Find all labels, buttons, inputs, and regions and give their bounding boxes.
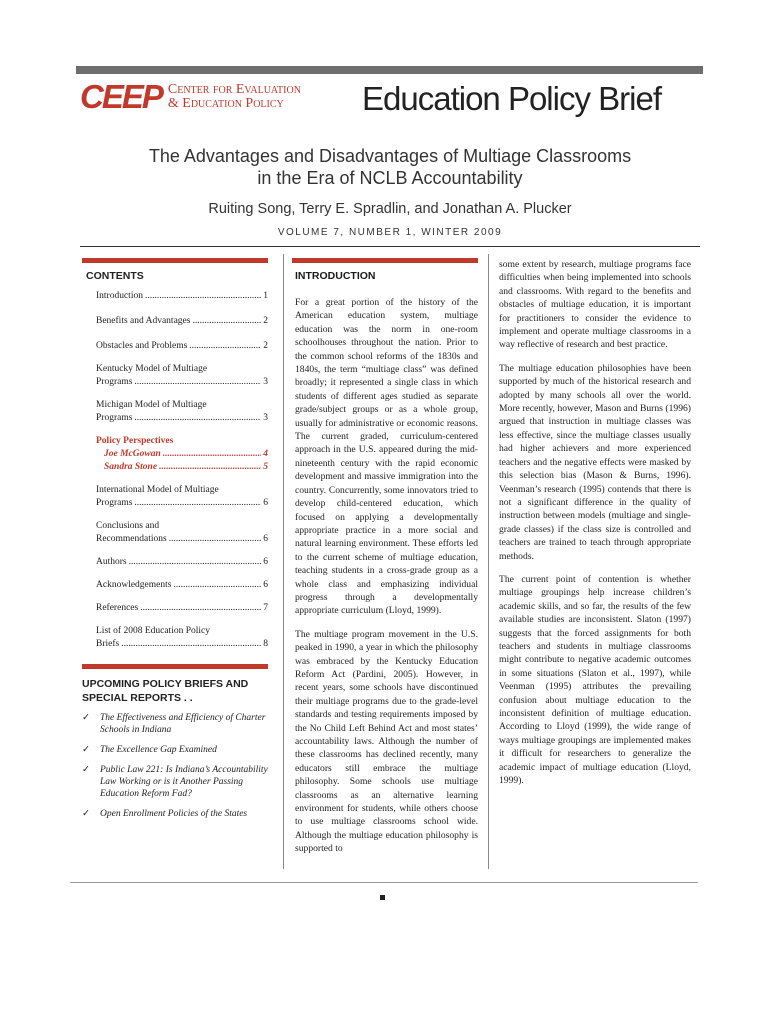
contents-red-bar	[82, 258, 268, 263]
toc-briefs-line1: List of 2008 Education Policy	[96, 626, 210, 636]
logo-line1: Center for Evaluation	[167, 81, 301, 97]
toc-item-briefs[interactable]: Briefs ..... 8	[96, 638, 268, 651]
column-divider-left	[283, 254, 284, 869]
toc-item-introduction[interactable]: Introduction ..... 1	[96, 290, 268, 303]
toc-kentucky-line1: Kentucky Model of Multiage	[96, 364, 208, 374]
intro-column-right	[499, 258, 691, 797]
checkmark-icon: ✓	[82, 765, 90, 775]
list-item: ✓ Open Enrollment Policies of the States	[82, 809, 248, 819]
toc-item-kentucky[interactable]: Programs ..... 3	[96, 376, 268, 389]
upcoming-list	[82, 712, 272, 828]
toc-item-references[interactable]: References ..... 7	[96, 602, 268, 615]
checkmark-icon: ✓	[82, 809, 90, 819]
toc-item-michigan[interactable]: Programs ..... 3	[96, 412, 268, 425]
intro-paragraph-5: The current point of contention is whether multiage groupings help increase children’s academic skills, and so far, the results of the few available studies are inconsistent. Slaton (1997) suggests that the forced assignments for both teachers and students in multiage classrooms might contribute to negative academic outcomes in some situations (Slaton et al., 1997), while Veenman (1995) attributes the prevailing confusion about multiage education to the inconsistent definition of multiage education. According to Lloyd (1999), the wide range of ways multiage groupings are implemented makes it difficult for researchers to generalize the academic impact of multiage education (Lloyd, 1999).	[499, 573, 691, 787]
column-divider-right	[488, 254, 489, 869]
logo-line2: & Education Policy	[167, 95, 284, 111]
intro-paragraph-2: The multiage program movement in the U.S. peaked in 1990, a year in which the philosophy was embraced by the Kentucky Education Reform Act (Pardini, 2005). However, in recent years, some schools have discontinued their multiage programs due to the grade-level standards and testing requirements imposed by the No Child Left Behind Act and most states’ accountability laws. Although the number of these classrooms has declined recently, many educators still embrace the multiage philosophy. Some schools use multiage classrooms as an alternative learning environment for students, while others choose to use multiage classrooms school wide. Although the multiage education philosophy is supported to	[295, 628, 478, 855]
contents-heading: CONTENTS	[86, 270, 144, 282]
top-rule	[76, 66, 703, 74]
header-divider	[80, 246, 700, 247]
document-title	[80, 145, 700, 189]
footer-rule	[70, 882, 698, 883]
intro-red-bar	[292, 258, 478, 263]
toc-item-benefits[interactable]: Benefits and Advantages ..... 2	[96, 315, 268, 328]
ceep-logo	[80, 80, 301, 113]
upcoming-red-bar	[82, 664, 268, 669]
list-item: ✓ Public Law 221: Is Indiana’s Accountability Law Working or is it Another Passing Education Reform Fad?	[82, 765, 268, 799]
checkmark-icon: ✓	[82, 745, 90, 755]
toc-item-mcgowan[interactable]: Joe McGowan ..... 4	[96, 448, 268, 461]
toc-international-line1: International Model of Multiage	[96, 485, 219, 495]
title-line1: The Advantages and Disadvantages of Multiage Classrooms	[148, 146, 632, 166]
logo-mark: CEEP	[80, 78, 162, 115]
title-line2: in the Era of NCLB Accountability	[257, 168, 523, 188]
intro-paragraph-3: some extent by research, multiage programs face difficulties when being implemented into schools and classrooms. With regard to the benefits and obstacles of multiage education, it is important for practitioners to consider the evidence to implement and operate multiage classrooms in a way reflective of research and best practice.	[499, 259, 691, 351]
checkmark-icon: ✓	[82, 713, 90, 723]
intro-paragraph-4: The multiage education philosophies have been supported by much of the historical research and adopted by many schools all over the world. More recently, however, Mason and Burns (1996) argued that instruction in multiage classes was less effective, since the multiage classes usually had higher achievers and more experienced teachers and the negative effects were masked by this selection bias (Mason & Burns, 1996). Veenman’s research (1995) contends that there is not a significant difference in the quality of instruction between models (multiage and single-grade classes) if the class size is controlled and teachers are trained to teach through appropriate methods.	[499, 362, 691, 562]
table-of-contents	[96, 286, 268, 651]
volume-info: VOLUME 7, NUMBER 1, WINTER 2009	[277, 227, 503, 238]
toc-item-authors[interactable]: Authors ..... 6	[96, 556, 268, 569]
list-item: ✓ The Excellence Gap Examined	[82, 745, 217, 755]
toc-conclusions-line1: Conclusions and	[96, 521, 160, 531]
list-item: ✓ The Effectiveness and Efficiency of Charter Schools in Indiana	[82, 713, 266, 735]
brief-title: Education Policy Brief	[362, 80, 661, 117]
introduction-heading: INTRODUCTION	[295, 270, 376, 282]
toc-item-acknowledgements[interactable]: Acknowledgements ..... 6	[96, 579, 268, 592]
toc-item-obstacles[interactable]: Obstacles and Problems ..... 2	[96, 340, 268, 353]
upcoming-heading: UPCOMING POLICY BRIEFS AND SPECIAL REPORTS . .	[82, 678, 249, 704]
logo-name	[168, 83, 301, 111]
intro-paragraph-1: For a great portion of the history of the American education system, multiage education was the norm in one-room schoolhouses throughout the nation. Prior to the common school reforms of the 1830s and 1840s, the term “multiage class” was defined broadly; it represented a single class in which students of different ages studied as separate grade/subject groups or as a whole group, usually for administrative or economic reasons. The current graded, curriculum-centered approach in the U.S. appeared during the mid-nineteenth century with the rapid economic development and massive immigration into the country. Concurrently, some innovators tried to develop child-centered education, which focused on applying a developmentally appropriate practice in a more social and natural learning environment. These efforts led to the current scheme of multiage education, teaching students in a cross-grade group as a whole class and emphasizing individual progress through a developmentally appropriate curriculum (Lloyd, 1999).	[295, 297, 478, 617]
toc-item-conclusions[interactable]: Recommendations ..... 6	[96, 533, 268, 546]
page-marker	[380, 895, 385, 900]
toc-item-stone[interactable]: Sandra Stone ..... 5	[96, 461, 268, 474]
toc-michigan-line1: Michigan Model of Multiage	[96, 400, 207, 410]
toc-item-international[interactable]: Programs ..... 6	[96, 497, 268, 510]
toc-policy-perspectives: Policy Perspectives	[96, 436, 174, 446]
intro-column-middle	[295, 296, 478, 866]
authors: Ruiting Song, Terry E. Spradlin, and Jonathan A. Plucker	[208, 201, 572, 217]
